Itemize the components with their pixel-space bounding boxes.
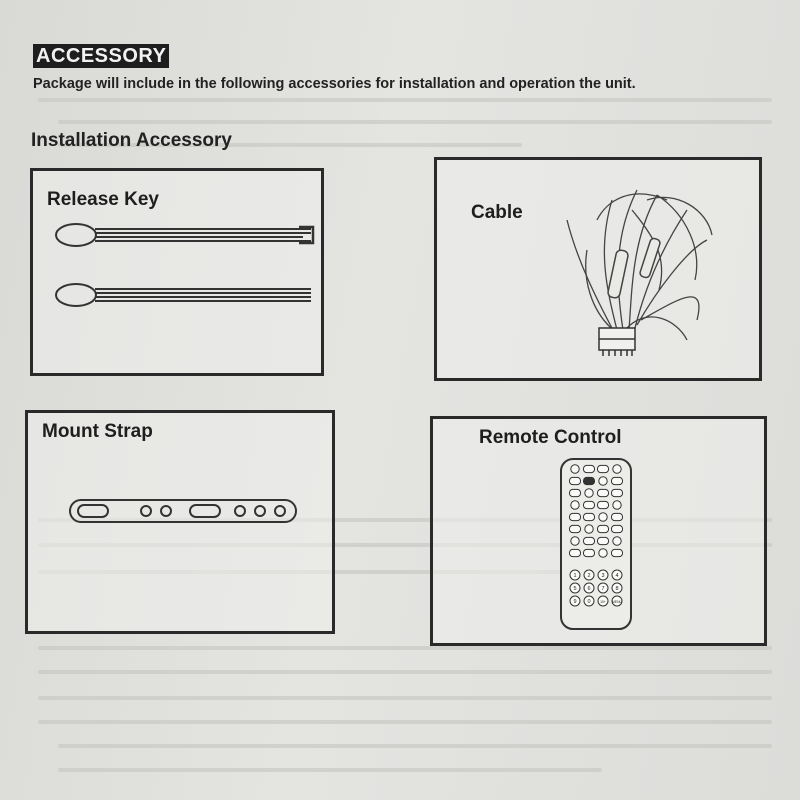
- remote-button: [598, 537, 609, 544]
- remote-button: [571, 537, 579, 545]
- remote-button: [599, 513, 607, 521]
- page-heading: ACCESSORY: [33, 44, 169, 68]
- release-key-illustration: [33, 215, 323, 355]
- remote-button: [613, 501, 621, 509]
- remote-button: [570, 525, 581, 532]
- remote-button: [571, 465, 579, 473]
- cable-label: Cable: [471, 202, 523, 223]
- keypad-button-label: MENU: [612, 600, 622, 605]
- keypad-button-label: 5: [573, 586, 577, 593]
- intro-text: Package will include in the following accessories for installation and operation the unit.: [33, 76, 636, 92]
- remote-button: [584, 513, 595, 520]
- remote-button: [599, 549, 607, 557]
- keypad-button-label: 1: [573, 573, 577, 580]
- release-key-label: Release Key: [47, 189, 159, 210]
- remote-button: [613, 537, 621, 545]
- remote-button: [585, 489, 593, 497]
- remote-button: [613, 465, 621, 473]
- keypad-button-label: 9: [573, 599, 577, 606]
- remote-button: [598, 501, 609, 508]
- remote-button: [584, 477, 595, 484]
- remote-button: [585, 525, 593, 533]
- cable-panel: [434, 157, 762, 381]
- remote-button: [570, 513, 581, 520]
- mount-strap-illustration: [66, 493, 326, 533]
- release-key-panel: [30, 168, 324, 376]
- remote-button: [612, 489, 623, 496]
- section-title: Installation Accessory: [31, 130, 232, 151]
- remote-button: [570, 549, 581, 556]
- keypad-button-label: 6: [587, 586, 591, 593]
- remote-button: [584, 465, 595, 472]
- remote-button: [612, 477, 623, 484]
- release-key-ring: [56, 284, 96, 306]
- release-key-ring: [56, 224, 96, 246]
- cable-connector: [599, 328, 635, 356]
- remote-button: [598, 465, 609, 472]
- remote-button: [570, 489, 581, 496]
- keypad-button-label: 7: [601, 586, 605, 593]
- remote-button: [584, 501, 595, 508]
- remote-button: [599, 477, 607, 485]
- remote-button: [598, 489, 609, 496]
- remote-button: [571, 501, 579, 509]
- mount-strap-panel: [25, 410, 335, 634]
- remote-button: [612, 513, 623, 520]
- remote-button: [612, 525, 623, 532]
- remote-button: [612, 549, 623, 556]
- mount-strap-label: Mount Strap: [42, 421, 153, 442]
- remote-button: [570, 477, 581, 484]
- remote-control-panel: [430, 416, 767, 646]
- remote-button: [598, 525, 609, 532]
- keypad-button-label: 4: [615, 573, 619, 580]
- keypad-button-label: 8: [615, 586, 619, 593]
- remote-button: [584, 537, 595, 544]
- keypad-button-label: 0: [587, 599, 591, 606]
- keypad-button-label: 3: [601, 573, 605, 580]
- cable-illustration: [537, 180, 757, 370]
- remote-button: [584, 549, 595, 556]
- keypad-button-label: 10+: [600, 600, 606, 605]
- keypad-button-label: 2: [587, 573, 591, 580]
- remote-control-illustration: [551, 457, 641, 633]
- remote-control-label: Remote Control: [479, 427, 622, 448]
